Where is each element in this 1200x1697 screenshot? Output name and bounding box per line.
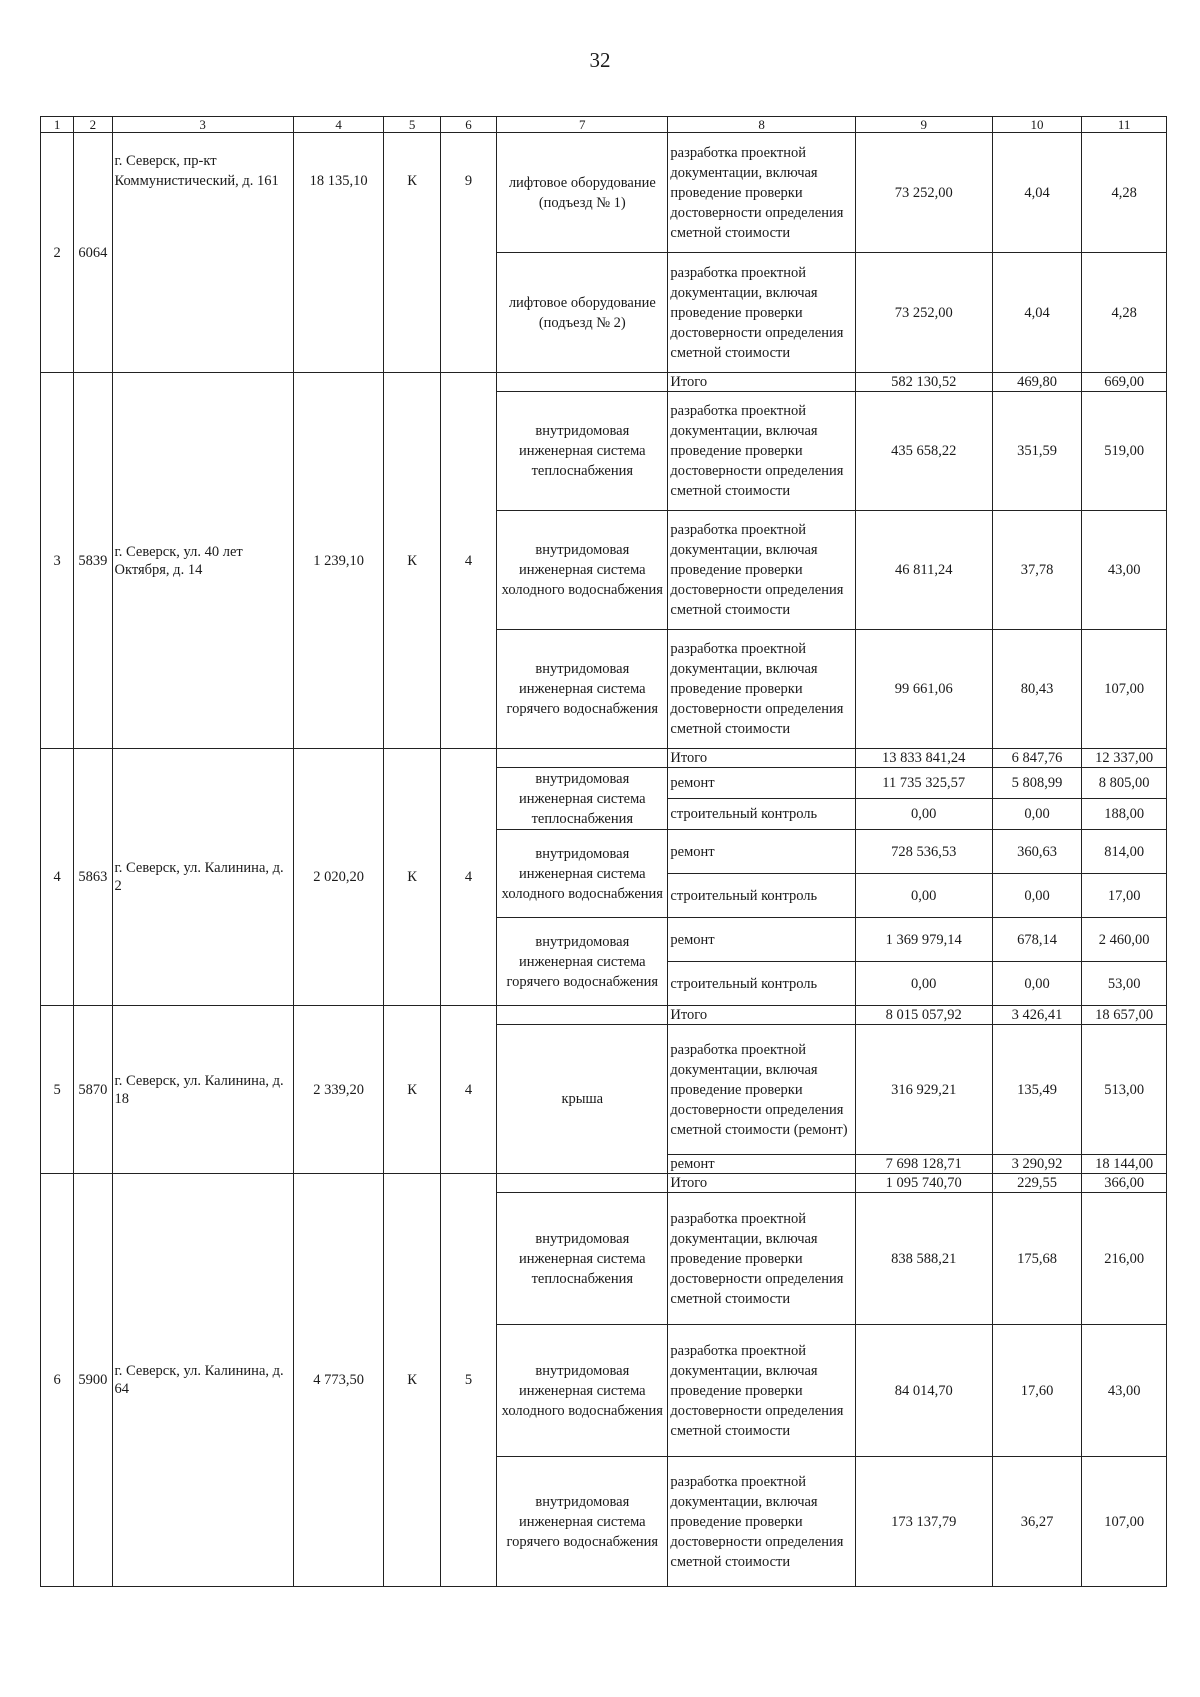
house-address: г. Северск, ул. Калинина, д. 2 <box>112 749 293 1006</box>
total-cost: 8 015 057,92 <box>855 1006 992 1025</box>
cost-value: 0,00 <box>855 962 992 1006</box>
unit-cost-value: 360,63 <box>992 830 1082 874</box>
work-type: ремонт <box>668 830 855 874</box>
cost-value: 838 588,21 <box>855 1193 992 1325</box>
limit-value: 513,00 <box>1082 1025 1167 1155</box>
column-header: 10 <box>992 117 1082 133</box>
system-name: внутридомовая инженерная система теплоснабжения <box>497 1193 668 1325</box>
total-row <box>41 1174 1167 1193</box>
capital-repair-table <box>40 116 1167 1587</box>
column-header: 6 <box>440 117 496 133</box>
unit-cost-value: 4,04 <box>992 133 1082 253</box>
house-code: 5900 <box>74 1174 112 1587</box>
cost-value: 46 811,24 <box>855 511 992 630</box>
work-type: разработка проектной документации, включая проведение проверки достоверности определения сметной стоимости <box>668 253 855 373</box>
total-limit: 366,00 <box>1082 1174 1167 1193</box>
limit-value: 17,00 <box>1082 874 1167 918</box>
work-type: разработка проектной документации, включая проведение проверки достоверности определения сметной стоимости <box>668 1325 855 1457</box>
column-header: 3 <box>112 117 293 133</box>
total-unit-cost: 6 847,76 <box>992 749 1082 768</box>
column-number-row <box>41 117 1167 133</box>
limit-value: 188,00 <box>1082 799 1167 830</box>
total-cost: 582 130,52 <box>855 373 992 392</box>
limit-value: 4,28 <box>1082 253 1167 373</box>
column-header: 7 <box>497 117 668 133</box>
column-header: 1 <box>41 117 74 133</box>
total-cost: 13 833 841,24 <box>855 749 992 768</box>
cost-value: 435 658,22 <box>855 392 992 511</box>
limit-value: 8 805,00 <box>1082 768 1167 799</box>
limit-value: 519,00 <box>1082 392 1167 511</box>
total-blank <box>497 1006 668 1025</box>
house-address: г. Северск, ул. 40 лет Октября, д. 14 <box>112 373 293 749</box>
total-unit-cost: 3 426,41 <box>992 1006 1082 1025</box>
unit-cost-value: 36,27 <box>992 1457 1082 1587</box>
house-code: 5863 <box>74 749 112 1006</box>
total-unit-cost: 229,55 <box>992 1174 1082 1193</box>
system-name: внутридомовая инженерная система горячего водоснабжения <box>497 630 668 749</box>
work-type: разработка проектной документации, включая проведение проверки достоверности определения сметной стоимости <box>668 133 855 253</box>
column-header: 4 <box>293 117 384 133</box>
house-address: г. Северск, пр-кт Коммунистический, д. 161 <box>112 133 293 373</box>
cost-value: 84 014,70 <box>855 1325 992 1457</box>
total-label: Итого <box>668 1006 855 1025</box>
house-area: 2 020,20 <box>293 749 384 1006</box>
unit-cost-value: 175,68 <box>992 1193 1082 1325</box>
table-row <box>41 133 1167 253</box>
cost-value: 316 929,21 <box>855 1025 992 1155</box>
column-header: 11 <box>1082 117 1167 133</box>
house-floors: 4 <box>440 749 496 1006</box>
limit-value: 107,00 <box>1082 1457 1167 1587</box>
total-unit-cost: 469,80 <box>992 373 1082 392</box>
limit-value: 4,28 <box>1082 133 1167 253</box>
system-name: лифтовое оборудование (подъезд № 1) <box>497 133 668 253</box>
total-cost: 1 095 740,70 <box>855 1174 992 1193</box>
work-type: строительный контроль <box>668 874 855 918</box>
work-type: разработка проектной документации, включая проведение проверки достоверности определения сметной стоимости <box>668 1457 855 1587</box>
system-name: внутридомовая инженерная система теплоснабжения <box>497 392 668 511</box>
house-kind: К <box>384 1006 440 1174</box>
unit-cost-value: 135,49 <box>992 1025 1082 1155</box>
system-name: внутридомовая инженерная система холодного водоснабжения <box>497 830 668 918</box>
cost-value: 728 536,53 <box>855 830 992 874</box>
house-floors: 4 <box>440 373 496 749</box>
house-area: 2 339,20 <box>293 1006 384 1174</box>
house-kind: К <box>384 749 440 1006</box>
unit-cost-value: 37,78 <box>992 511 1082 630</box>
unit-cost-value: 0,00 <box>992 962 1082 1006</box>
cost-value: 1 369 979,14 <box>855 918 992 962</box>
house-floors: 4 <box>440 1006 496 1174</box>
house-area: 4 773,50 <box>293 1174 384 1587</box>
unit-cost-value: 17,60 <box>992 1325 1082 1457</box>
limit-value: 43,00 <box>1082 1325 1167 1457</box>
unit-cost-value: 678,14 <box>992 918 1082 962</box>
row-number: 2 <box>41 133 74 373</box>
limit-value: 53,00 <box>1082 962 1167 1006</box>
total-blank <box>497 1174 668 1193</box>
system-name: внутридомовая инженерная система горячего водоснабжения <box>497 918 668 1006</box>
house-area: 18 135,10 <box>293 133 384 373</box>
house-kind: К <box>384 133 440 373</box>
system-name: лифтовое оборудование (подъезд № 2) <box>497 253 668 373</box>
total-limit: 12 337,00 <box>1082 749 1167 768</box>
unit-cost-value: 0,00 <box>992 799 1082 830</box>
row-number: 5 <box>41 1006 74 1174</box>
unit-cost-value: 5 808,99 <box>992 768 1082 799</box>
total-row <box>41 373 1167 392</box>
work-type: разработка проектной документации, включая проведение проверки достоверности определения сметной стоимости (ремонт) <box>668 1025 855 1155</box>
total-row <box>41 749 1167 768</box>
limit-value: 107,00 <box>1082 630 1167 749</box>
work-type: ремонт <box>668 1155 855 1174</box>
row-number: 4 <box>41 749 74 1006</box>
unit-cost-value: 3 290,92 <box>992 1155 1082 1174</box>
house-floors: 9 <box>440 133 496 373</box>
house-address: г. Северск, ул. Калинина, д. 64 <box>112 1174 293 1587</box>
total-label: Итого <box>668 373 855 392</box>
cost-value: 99 661,06 <box>855 630 992 749</box>
cost-value: 7 698 128,71 <box>855 1155 992 1174</box>
house-code: 5870 <box>74 1006 112 1174</box>
total-label: Итого <box>668 1174 855 1193</box>
cost-value: 0,00 <box>855 799 992 830</box>
house-floors: 5 <box>440 1174 496 1587</box>
unit-cost-value: 80,43 <box>992 630 1082 749</box>
unit-cost-value: 0,00 <box>992 874 1082 918</box>
house-code: 5839 <box>74 373 112 749</box>
cost-value: 11 735 325,57 <box>855 768 992 799</box>
column-header: 8 <box>668 117 855 133</box>
unit-cost-value: 351,59 <box>992 392 1082 511</box>
house-area: 1 239,10 <box>293 373 384 749</box>
house-code: 6064 <box>74 133 112 373</box>
work-type: разработка проектной документации, включая проведение проверки достоверности определения сметной стоимости <box>668 392 855 511</box>
row-number: 3 <box>41 373 74 749</box>
system-name: внутридомовая инженерная система холодного водоснабжения <box>497 1325 668 1457</box>
system-name: внутридомовая инженерная система горячего водоснабжения <box>497 1457 668 1587</box>
limit-value: 814,00 <box>1082 830 1167 874</box>
cost-value: 73 252,00 <box>855 133 992 253</box>
house-address: г. Северск, ул. Калинина, д. 18 <box>112 1006 293 1174</box>
limit-value: 43,00 <box>1082 511 1167 630</box>
work-type: разработка проектной документации, включая проведение проверки достоверности определения сметной стоимости <box>668 630 855 749</box>
work-type: строительный контроль <box>668 962 855 1006</box>
page-number: 32 <box>589 48 611 72</box>
work-type: разработка проектной документации, включая проведение проверки достоверности определения сметной стоимости <box>668 1193 855 1325</box>
cost-value: 73 252,00 <box>855 253 992 373</box>
work-type: разработка проектной документации, включая проведение проверки достоверности определения сметной стоимости <box>668 511 855 630</box>
limit-value: 18 144,00 <box>1082 1155 1167 1174</box>
cost-value: 173 137,79 <box>855 1457 992 1587</box>
house-kind: К <box>384 373 440 749</box>
total-limit: 669,00 <box>1082 373 1167 392</box>
total-row <box>41 1006 1167 1025</box>
work-type: ремонт <box>668 918 855 962</box>
column-header: 5 <box>384 117 440 133</box>
column-header: 9 <box>855 117 992 133</box>
limit-value: 216,00 <box>1082 1193 1167 1325</box>
system-name: внутридомовая инженерная система холодного водоснабжения <box>497 511 668 630</box>
total-limit: 18 657,00 <box>1082 1006 1167 1025</box>
cost-value: 0,00 <box>855 874 992 918</box>
system-name: крыша <box>497 1025 668 1174</box>
total-label: Итого <box>668 749 855 768</box>
work-type: ремонт <box>668 768 855 799</box>
unit-cost-value: 4,04 <box>992 253 1082 373</box>
total-blank <box>497 373 668 392</box>
limit-value: 2 460,00 <box>1082 918 1167 962</box>
row-number: 6 <box>41 1174 74 1587</box>
work-type: строительный контроль <box>668 799 855 830</box>
column-header: 2 <box>74 117 112 133</box>
system-name: внутридомовая инженерная система теплоснабжения <box>497 768 668 830</box>
house-kind: К <box>384 1174 440 1587</box>
total-blank <box>497 749 668 768</box>
